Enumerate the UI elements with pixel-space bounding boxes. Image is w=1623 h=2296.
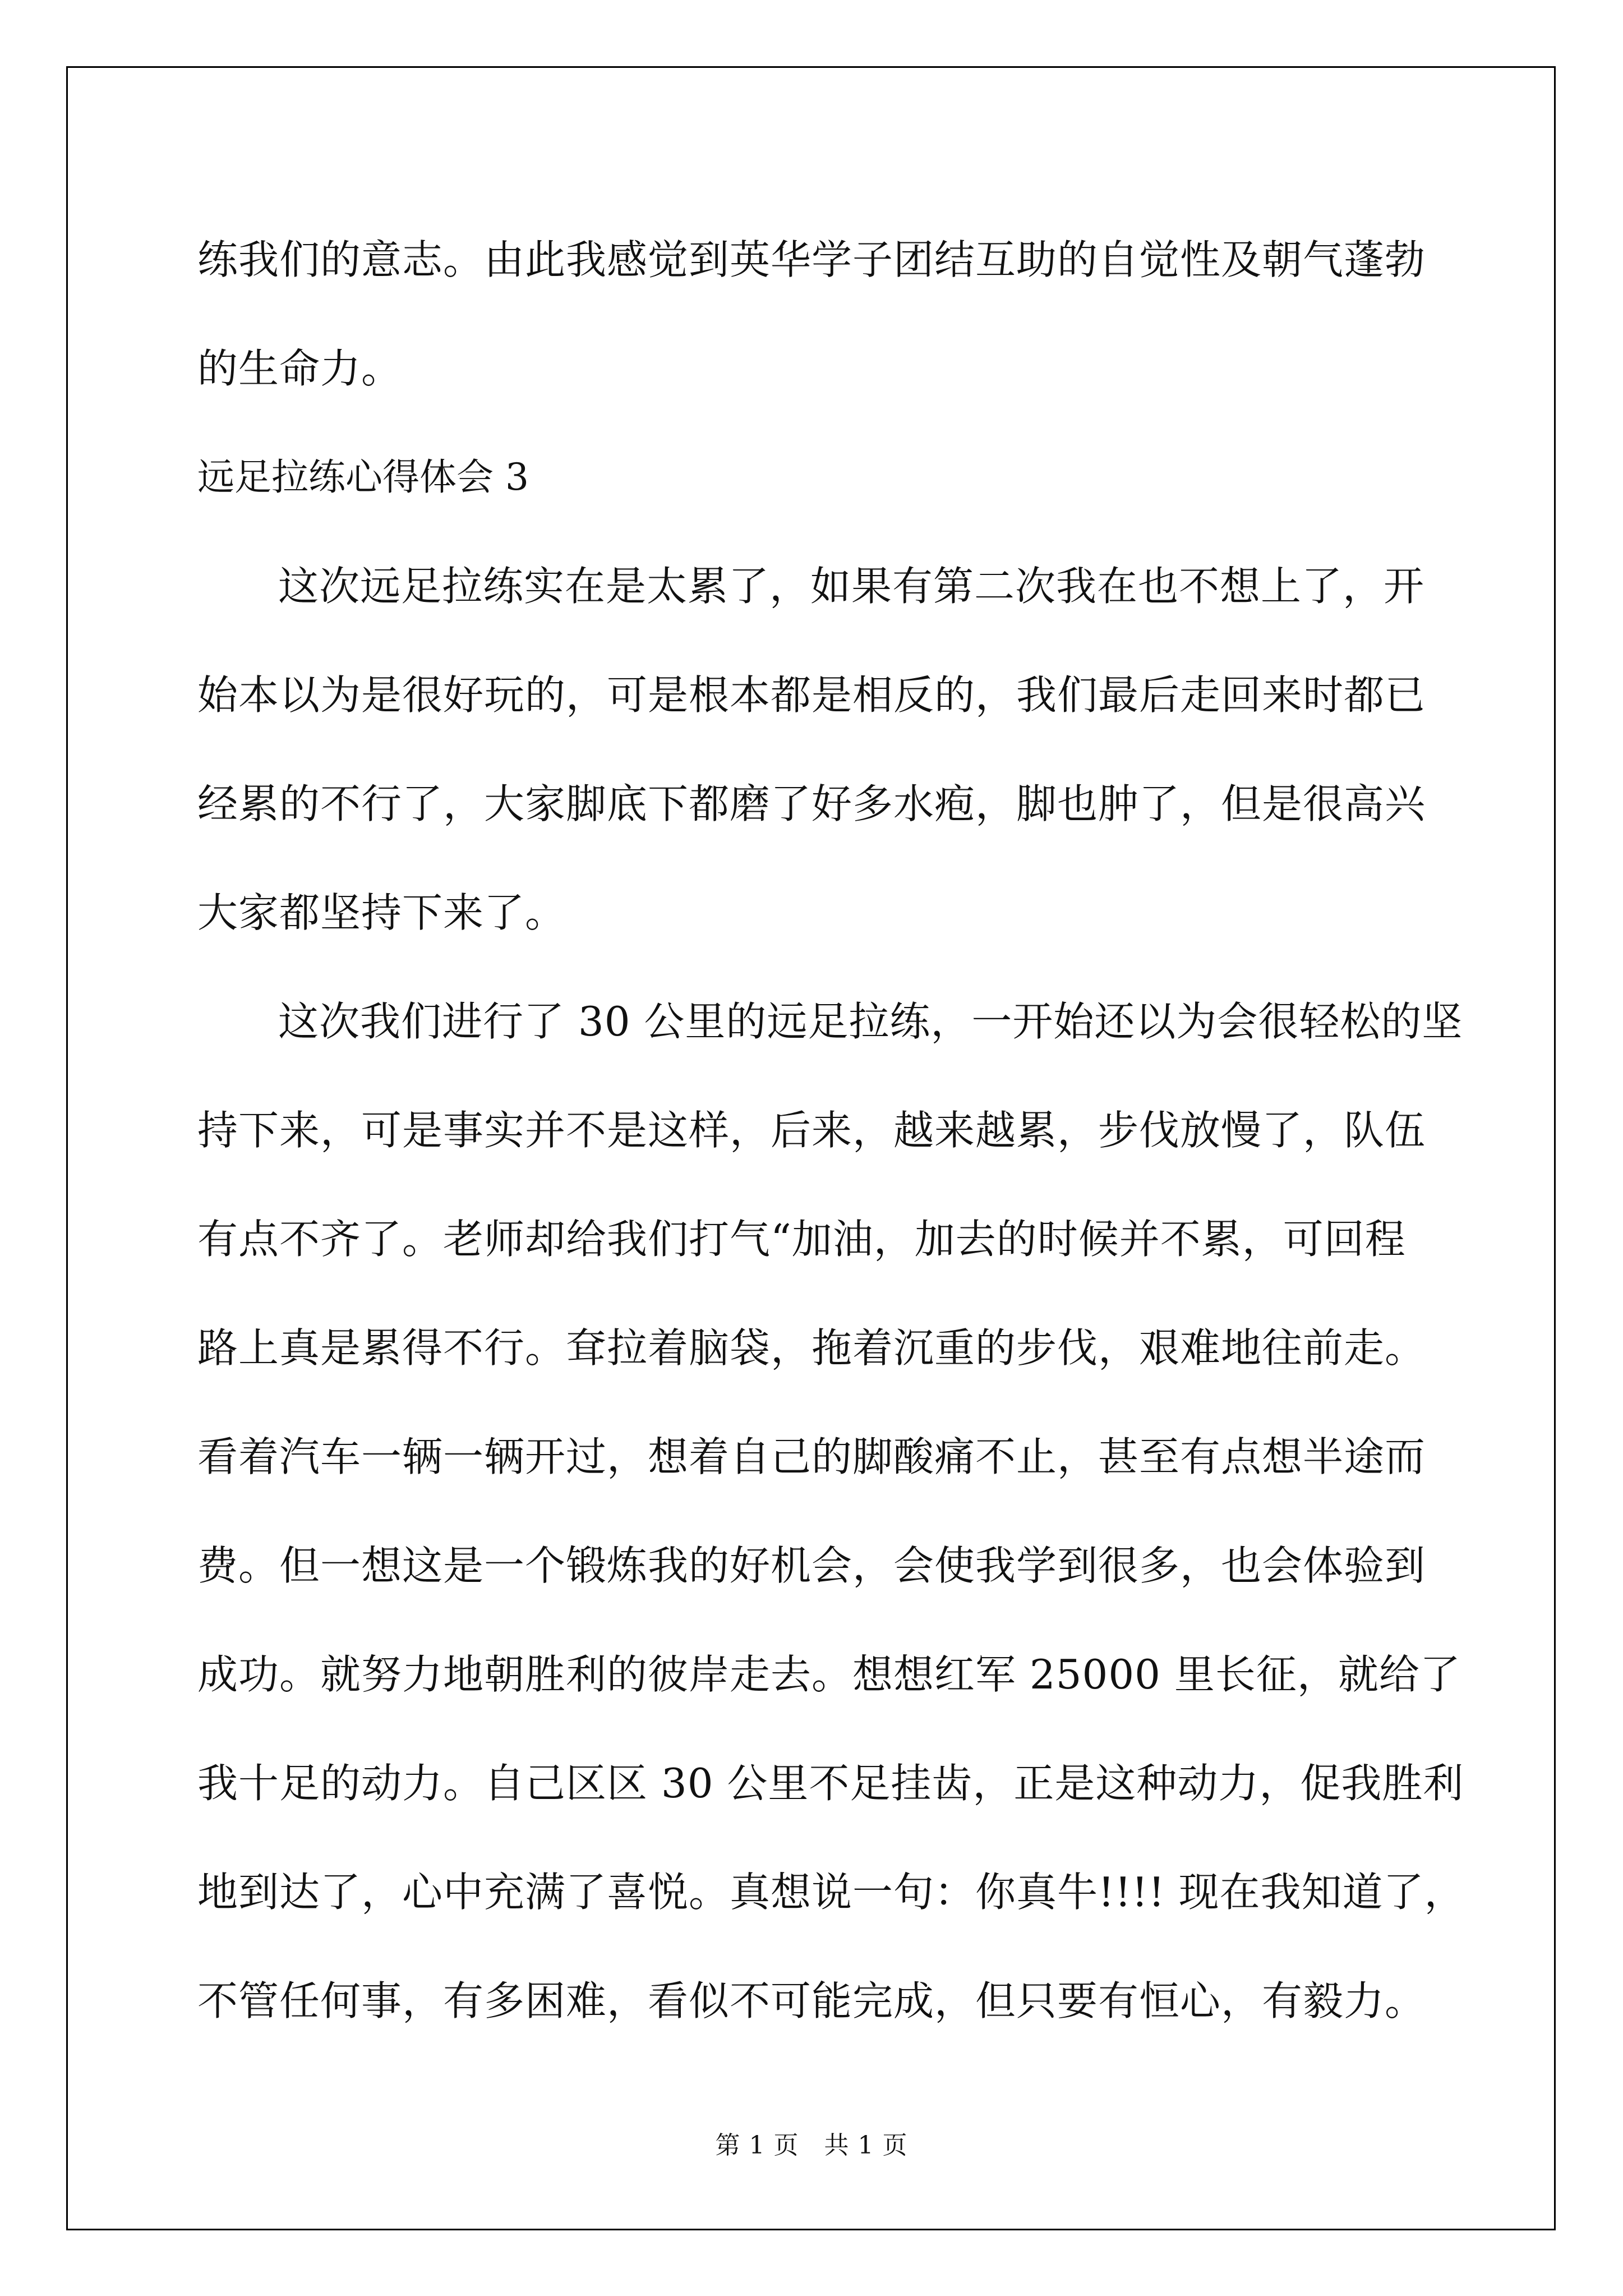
body-line: 练我们的意志。由此我感觉到英华学子团结互助的自觉性及朝气蓬勃 — [197, 236, 1426, 283]
body-line: 这次远足拉练实在是太累了，如果有第二次我在也不想上了，开 — [278, 563, 1425, 610]
body-line: 费。但一想这是一个锻炼我的好机会，会使我学到很多，也会体验到 — [197, 1542, 1426, 1589]
body-line: 始本以为是很好玩的，可是根本都是相反的，我们最后走回来时都已 — [197, 671, 1426, 719]
body-line: 不管任何事，有多困难，看似不可能完成，但只要有恒心，有毅力。 — [197, 1977, 1426, 2024]
body-line: 有点不齐了。老师却给我们打气“加油，加去的时候并不累，可回程 — [197, 1216, 1406, 1263]
document-body — [197, 205, 1465, 2055]
body-line: 经累的不行了，大家脚底下都磨了好多水疱，脚也肿了，但是很高兴 — [197, 780, 1426, 827]
section-heading: 远足拉练心得体会 3 — [197, 455, 529, 499]
body-line: 这次我们进行了 30 公里的远足拉练，一开始还以为会很轻松的坚 — [278, 998, 1463, 1045]
body-line: 看着汽车一辆一辆开过，想着自己的脚酸痛不止，甚至有点想半途而 — [197, 1433, 1426, 1480]
page-footer: 第 1 页 共 1 页 — [715, 2131, 908, 2160]
body-line: 我十足的动力。自己区区 30 公里不足挂齿，正是这种动力，促我胜利 — [197, 1760, 1464, 1807]
body-line: 成功。就努力地朝胜利的彼岸走去。想想红军 25000 里长征，就给了 — [197, 1651, 1461, 1698]
body-line: 大家都坚持下来了。 — [197, 889, 566, 936]
body-line: 地到达了，心中充满了喜悦。真想说一句：你真牛!!!! 现在我知道了， — [197, 1869, 1465, 1916]
body-line: 的生命力。 — [197, 345, 403, 392]
body-line: 路上真是累得不行。耷拉着脑袋，拖着沉重的步伐，艰难地往前走。 — [197, 1324, 1426, 1372]
body-line: 持下来，可是事实并不是这样，后来，越来越累，步伐放慢了，队伍 — [197, 1107, 1426, 1154]
